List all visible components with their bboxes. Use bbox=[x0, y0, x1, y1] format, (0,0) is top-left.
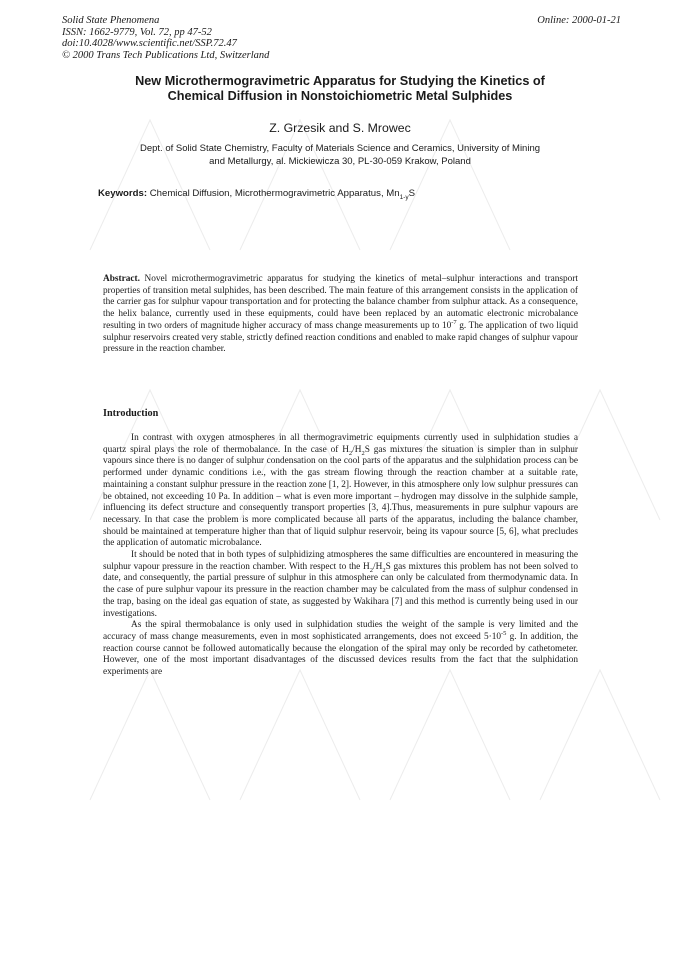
affiliation bbox=[95, 143, 585, 168]
intro-p1-text-a: In contrast with oxygen atmospheres in all thermogravimetric equipments currently used in sulphidation studies a quartz spiral plays the role of thermobalance. In the case of H bbox=[103, 433, 578, 455]
subscript-2: 2 bbox=[348, 449, 353, 457]
journal-copyright: © 2000 Trans Tech Publications Ltd, Switzerland bbox=[62, 49, 270, 61]
abstract-text-1: Novel microthermogravimetric apparatus for studying the kinetics of metal–sulphur interactions and transport properties of transition metal sulphides, has been described. The main feature of this arrangement consists in the application of the carrier gas for sulphur vapour transportation and for protecting the balance chamber from sulphur attack. As a consequence, the helix balance, currently used in these equipments, could have been replaced by an automatic electronic microbalance resulting in two orders of magnitude higher accuracy of mass change measurements up to 10 bbox=[103, 274, 578, 331]
journal-header bbox=[62, 15, 269, 61]
section-heading-introduction: Introduction bbox=[103, 408, 159, 419]
intro-p2-text-c: S gas mixtures this problem has not been solved to date, and consequently, the partial pressure of sulphur in this atmosphere can only be calculated from thermodynamic data. In the case of pure sulphur vapour its pressure in the reaction chamber may be calculated from the mass of sulphur condensed in the trap, basing on the ideal gas equation of state, as suggested by Wakihara [7] and this method is currently being used in our investigations. bbox=[103, 561, 578, 619]
intro-p1-text-c: S gas mixtures the situation is simpler than in sulphur vapours since there is no danger of sulphur condensation on the cool parts of the apparatus and the sulphidation process can be performed under dynamic conditions i.e., with the gas stream flowing through the reaction chamber at a suitable rate, maintaining a constant sulphur pressure in the reaction zone [1, 2]. However, in this atmosphere only low sulphur pressures can be obtained, not exceeding 10 Pa. In addition – what is even more important – hydrogen may dissolve in the sulphide sample, influencing its defect structure and consequently transport properties [3, 4].Thus, measurements in pure sulphur vapours are necessary. In that case the problem is more complicated because all parts of the apparatus, including the balance chamber, should be maintained at temperature higher than that of liquid sulphur reservoir, being its vapour source [5, 6], what precludes the application of automatic microbalance. bbox=[103, 444, 578, 549]
intro-paragraph-3 bbox=[103, 620, 578, 679]
journal-doi: doi:10.4028/www.scientific.net/SSP.72.47 bbox=[62, 38, 237, 49]
abstract bbox=[103, 274, 578, 356]
intro-p3-text-b: g. In addition, the reaction course cannot be followed automatically because the elongation of the spiral may only be recorded by cathetometer. However, one of the most important disadvantages of the discussed devices results from the fact that the sulphidation experiments are bbox=[103, 631, 578, 678]
abstract-superscript: -7 bbox=[451, 318, 457, 326]
title-line-1: New Microthermogravimetric Apparatus for Studying the Kinetics of bbox=[135, 74, 545, 88]
intro-p3-superscript: -5 bbox=[501, 629, 507, 637]
journal-name: Solid State Phenomena bbox=[62, 15, 160, 26]
paper-title bbox=[70, 74, 610, 104]
intro-paragraph-1 bbox=[103, 433, 578, 550]
abstract-text-2: g. The application of two liquid sulphur reservoirs created very stable, strictly defined reaction conditions and enabled to make rapid changes of sulphur vapour pressure in the reaction chamber. bbox=[103, 320, 578, 355]
keywords-subscript: 1-y bbox=[399, 193, 409, 201]
keywords-text: Chemical Diffusion, Microthermogravimetric Apparatus, Mn bbox=[149, 188, 400, 199]
keywords-tail: S bbox=[408, 188, 416, 199]
subscript-2: 2 bbox=[369, 566, 373, 574]
affiliation-line-2: and Metallurgy, al. Mickiewicza 30, PL-30-059 Krakow, Poland bbox=[209, 155, 471, 167]
intro-p3-text-a: As the spiral thermobalance is only used in sulphidation studies the weight of the sample is very limited and the accuracy of mass change measurements, even in most sophisticated arrangements, does not exceed 5·10 bbox=[103, 620, 578, 642]
intro-paragraph-2 bbox=[103, 550, 578, 620]
abstract-label: Abstract. bbox=[103, 274, 140, 284]
journal-issn: ISSN: 1662-9779, Vol. 72, pp 47-52 bbox=[62, 26, 212, 38]
online-date: Online: 2000-01-21 bbox=[537, 15, 621, 26]
authors: Z. Grzesik and S. Mrowec bbox=[269, 121, 411, 135]
keywords bbox=[98, 188, 415, 199]
keywords-label: Keywords: bbox=[98, 188, 148, 199]
intro-p2-text-b: /H bbox=[373, 561, 383, 572]
subscript-2: 2 bbox=[382, 566, 386, 574]
subscript-2: 2 bbox=[361, 449, 365, 457]
intro-p2-text-a: It should be noted that in both types of sulphidizing atmospheres the same difficulties are encountered in measuring the sulphur vapour pressure in the reaction chamber. With respect to the H bbox=[103, 550, 578, 572]
title-line-2: Chemical Diffusion in Nonstoichiometric Metal Sulphides bbox=[167, 89, 513, 103]
intro-p1-text-b: /H bbox=[352, 444, 362, 455]
introduction-body bbox=[103, 433, 578, 679]
affiliation-line-1: Dept. of Solid State Chemistry, Faculty of Materials Science and Ceramics, University of Mining bbox=[139, 143, 541, 154]
